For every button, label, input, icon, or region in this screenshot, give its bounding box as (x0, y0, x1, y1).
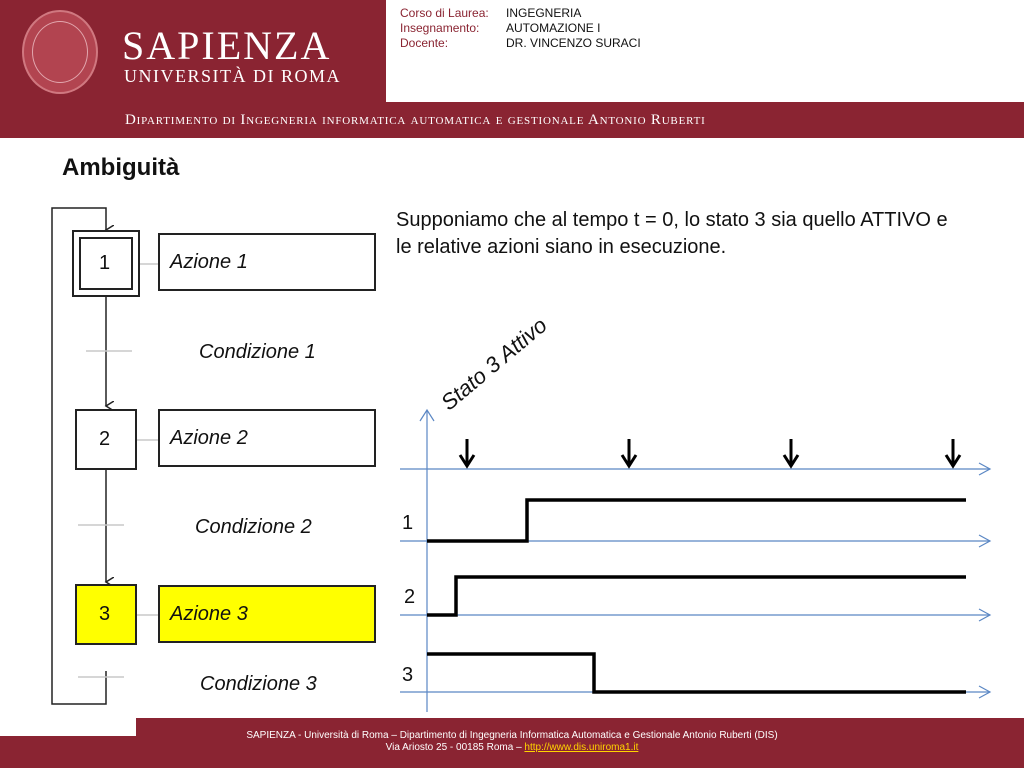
step-2-label: 2 (99, 428, 111, 450)
footer-line-2 (0, 742, 1024, 754)
action-2-box (158, 409, 376, 467)
info-value-course: INGEGNERIA (506, 6, 582, 20)
footer-address: Via Ariosto 25 - 00185 Roma – (385, 742, 525, 753)
info-label-teacher: Docente: (400, 36, 449, 50)
signal-2-label: 2 (404, 586, 416, 608)
signal-2-waveform (427, 577, 966, 615)
info-label-course: Corso di Laurea: (400, 6, 489, 20)
action-3-label: Azione 3 (170, 603, 248, 625)
info-label-subject: Insegnamento: (400, 21, 480, 35)
info-value-teacher: DR. VINCENZO SURACI (506, 36, 641, 50)
condition-2-label: Condizione 2 (195, 516, 312, 538)
department-name: Dipartimento di Ingegneria informatica automatica e gestionale Antonio Ruberti (125, 112, 706, 128)
action-2-label: Azione 2 (170, 427, 248, 449)
signal-1-label: 1 (402, 512, 414, 534)
condition-3-label: Condizione 3 (200, 673, 317, 695)
footer-website-link[interactable]: http://www.dis.uniroma1.it (524, 742, 639, 753)
info-value-subject: AUTOMAZIONE I (506, 21, 601, 35)
action-3-box (158, 585, 376, 643)
action-1-label: Azione 1 (170, 251, 248, 273)
footer-line-1: SAPIENZA - Università di Roma – Dipartimento di Ingegneria Informatica Automatica e Gestionale Antonio Ruberti (DIS) (246, 730, 778, 741)
action-1-box (158, 233, 376, 291)
slide-title: Ambiguità (62, 154, 180, 181)
step-3-label: 3 (99, 603, 111, 625)
slide-description: Supponiamo che al tempo t = 0, lo stato 3 sia quello ATTIVO e le relative azioni siano in esecuzione. (396, 209, 948, 258)
active-state-annotation: Stato 3 Attivo (436, 312, 552, 416)
condition-1-label: Condizione 1 (199, 341, 316, 363)
signal-3-waveform (427, 654, 966, 692)
signal-3-label: 3 (402, 664, 414, 686)
step-1-label: 1 (99, 252, 111, 274)
university-name: SAPIENZA (122, 23, 332, 68)
university-subtitle: UNIVERSITÀ DI ROMA (124, 66, 341, 86)
signal-1-waveform (427, 500, 966, 541)
